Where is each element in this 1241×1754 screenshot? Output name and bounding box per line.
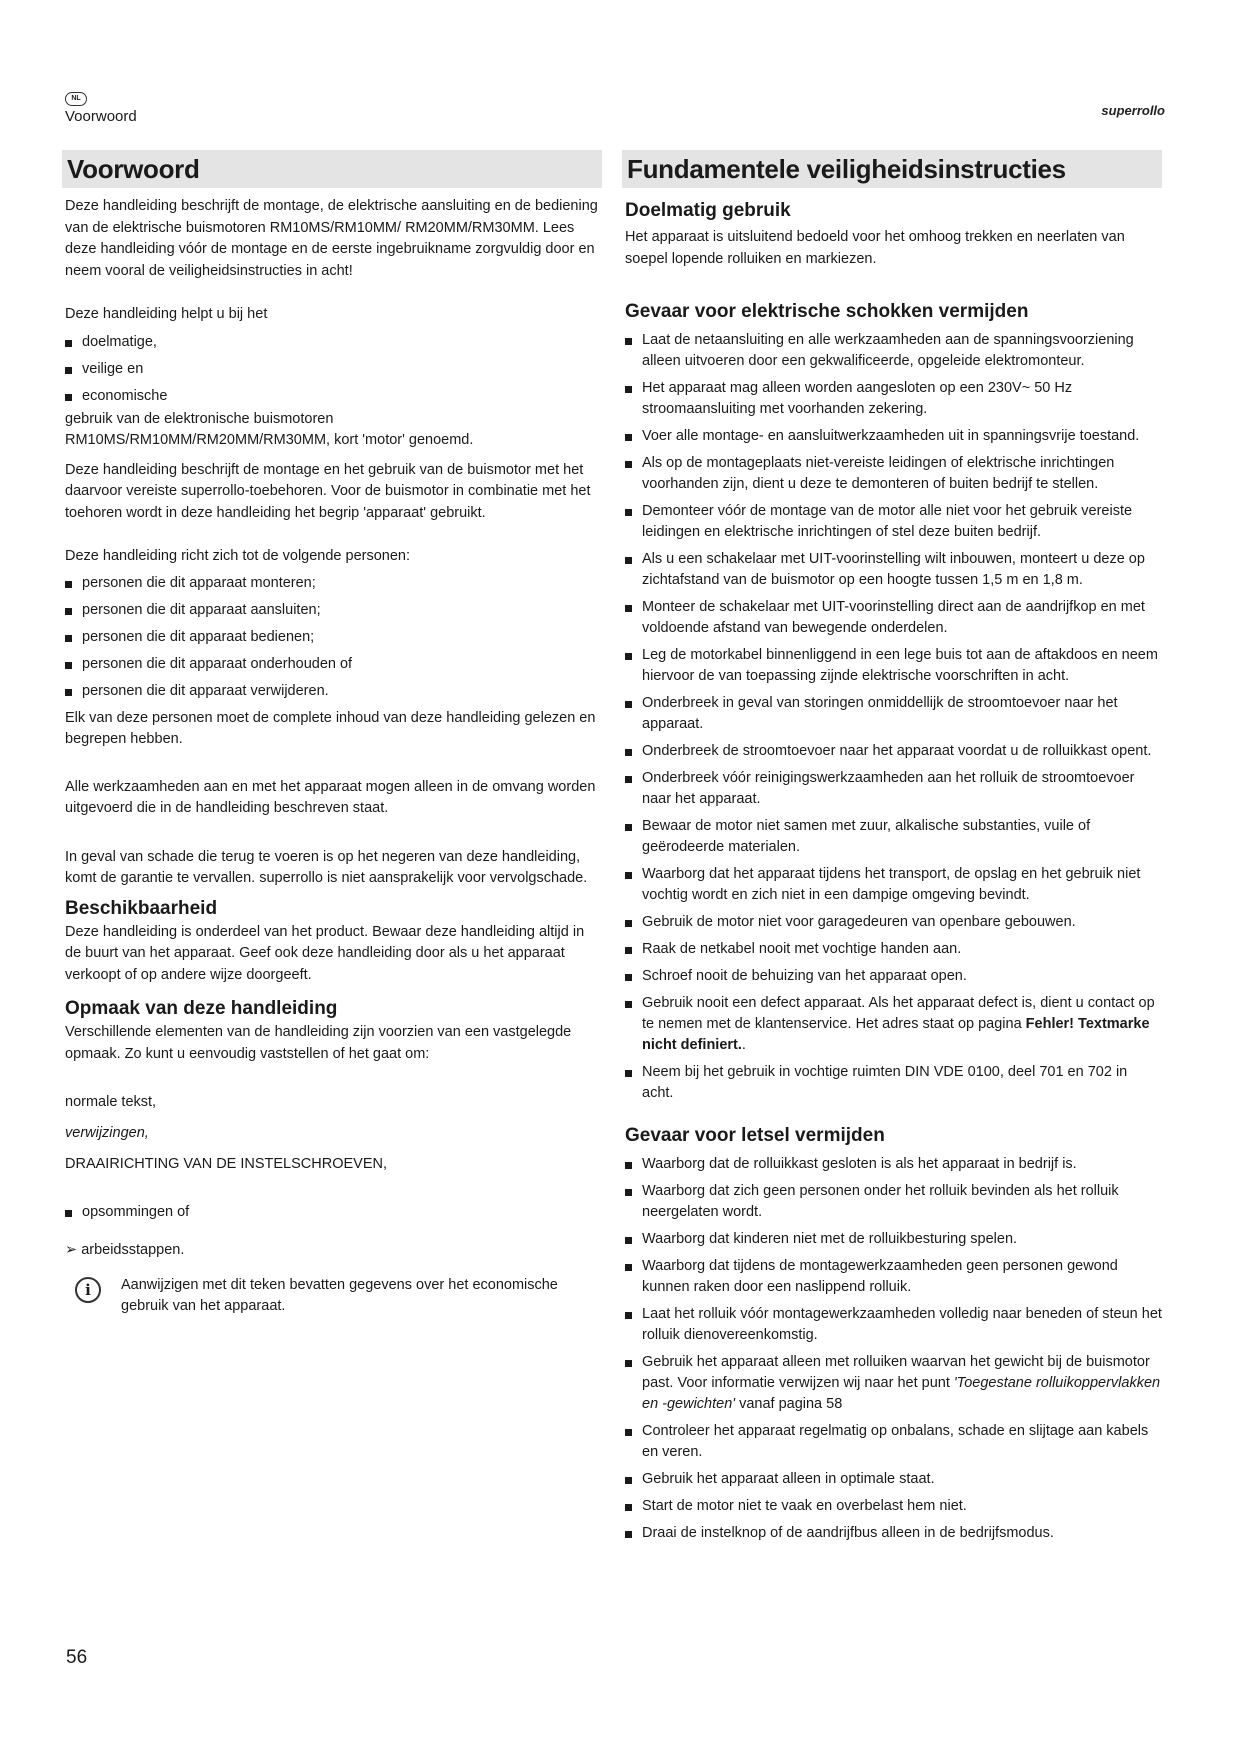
bullet-square-icon xyxy=(65,635,72,642)
example-normal-text: normale tekst, xyxy=(65,1094,157,1110)
bullet-square-icon xyxy=(65,394,72,401)
broken-reference: Fehler! Textmarke nicht definiert. xyxy=(642,1016,1150,1053)
list-item: Schroef nooit de behuizing van het apparaat open. xyxy=(625,966,1162,987)
list-item: personen die dit apparaat verwijderen. xyxy=(65,681,602,702)
list-item: Onderbreek in geval van storingen onmiddellijk de stroomtoevoer naar het apparaat. xyxy=(625,693,1162,735)
bullet-square-icon xyxy=(625,701,632,708)
bullet-square-icon xyxy=(625,461,632,468)
safety-title: Fundamentele veiligheidsinstructies xyxy=(622,150,1162,188)
arrow-bullet-icon: ➢ xyxy=(65,1241,78,1258)
bullet-square-icon xyxy=(65,662,72,669)
bullet-square-icon xyxy=(625,872,632,879)
list-item: Onderbreek de stroomtoevoer naar het apparaat voordat u de rolluikkast opent. xyxy=(625,741,1162,762)
list-item: Gebruik het apparaat alleen in optimale staat. xyxy=(625,1469,1162,1490)
bullet-square-icon xyxy=(65,581,72,588)
list-item: Waarborg dat zich geen personen onder het rolluik bevinden als het rolluik neergelaten wordt. xyxy=(625,1181,1162,1223)
bullet-square-icon xyxy=(65,1210,72,1217)
foreword-title: Voorwoord xyxy=(62,150,602,188)
example-caps: DRAAIRICHTING VAN DE INSTELSCHROEVEN, xyxy=(65,1156,388,1172)
bullet-square-icon xyxy=(625,338,632,345)
helps-list xyxy=(62,332,602,407)
bullet-square-icon xyxy=(625,1001,632,1008)
electric-shock-list xyxy=(622,330,1162,1104)
list-item: Bewaar de motor niet samen met zuur, alkalische substanties, vuile of geërodeerde materialen. xyxy=(625,816,1162,858)
example-reference: verwijzingen, xyxy=(65,1124,149,1141)
list-item: Draai de instelknop of de aandrijfbus alleen in de bedrijfsmodus. xyxy=(625,1523,1162,1544)
right-column xyxy=(622,150,1162,1550)
list-item: Waarborg dat tijdens de montagewerkzaamheden geen personen gewond kunnen raken door een naslippend rolluik. xyxy=(625,1256,1162,1298)
bullet-square-icon xyxy=(625,1237,632,1244)
list-item: Waarborg dat kinderen niet met de rolluikbesturing spelen. xyxy=(625,1229,1162,1250)
list-item: Demonteer vóór de montage van de motor alle niet voor het gebruik vereiste leidingen en elektrische inrichtingen of stel deze buiten bedrijf. xyxy=(625,501,1162,543)
list-item: Als u een schakelaar met UIT-voorinstelling wilt inbouwen, monteert u deze op zichtafstand van de buismotor op een hoogte tussen 1,5 m en 1,8 m. xyxy=(625,549,1162,591)
intended-use-heading: Doelmatig gebruik xyxy=(625,200,791,221)
audience-lead: Deze handleiding richt zich tot de volgende personen: xyxy=(65,548,411,564)
bullet-square-icon xyxy=(625,920,632,927)
bullet-square-icon xyxy=(625,557,632,564)
list-item: economische xyxy=(65,386,602,407)
audience-list xyxy=(62,573,602,702)
bullet-square-icon xyxy=(625,1429,632,1436)
list-item: Neem bij het gebruik in vochtige ruimten DIN VDE 0100, deel 701 en 702 in acht. xyxy=(625,1062,1162,1104)
intended-use-paragraph: Het apparaat is uitsluitend bedoeld voor het omhoog trekken en neerlaten van soepel lopende rolluiken en markiezen. xyxy=(625,229,1125,267)
list-item: personen die dit apparaat aansluiten; xyxy=(65,600,602,621)
bullet-square-icon xyxy=(625,1504,632,1511)
list-item: personen die dit apparaat onderhouden of xyxy=(65,654,602,675)
bullet-square-icon xyxy=(625,653,632,660)
info-icon: i xyxy=(75,1277,101,1303)
layout-paragraph: Verschillende elementen van de handleiding zijn voorzien van een vastgelegde opmaak. Zo kunt u eenvoudig vaststellen of het gaat om: xyxy=(65,1024,572,1062)
cross-reference: 'Toegestane rolluikoppervlakken en -gewichten' xyxy=(642,1375,1161,1412)
example-step xyxy=(62,1240,602,1261)
language-badge: NL xyxy=(65,92,87,106)
list-item: Als op de montageplaats niet-vereiste leidingen of elektrische inrichtingen voorhanden zijn, dient u deze te demonteren of buiten bedrijf te stellen. xyxy=(625,453,1162,495)
list-item: Onderbreek vóór reinigingswerkzaamheden aan het rolluik de stroomtoevoer naar het apparaat. xyxy=(625,768,1162,810)
left-column xyxy=(62,150,602,1317)
bullet-square-icon xyxy=(625,386,632,393)
bullet-square-icon xyxy=(625,1360,632,1367)
list-item: Raak de netkabel nooit met vochtige handen aan. xyxy=(625,939,1162,960)
electric-shock-heading: Gevaar voor elektrische schokken vermijden xyxy=(625,301,1029,322)
injury-heading: Gevaar voor letsel vermijden xyxy=(625,1125,885,1146)
list-item: Het apparaat mag alleen worden aangesloten op een 230V~ 50 Hz stroomaansluiting met voorhanden zekering. xyxy=(625,378,1162,420)
list-item: Waarborg dat het apparaat tijdens het transport, de opslag en het gebruik niet vochtig wordt en zich niet in een dampige omgeving bevindt. xyxy=(625,864,1162,906)
bullet-square-icon xyxy=(625,824,632,831)
bullet-square-icon xyxy=(65,340,72,347)
list-item: Gebruik het apparaat alleen met rolluiken waarvan het gewicht bij de buismotor past. Voor informatie verwijzen wij naar het punt 'Toegestane rolluikoppervlakken en -gewichten' vanaf pagina 58 xyxy=(625,1352,1162,1415)
list-item: Monteer de schakelaar met UIT-voorinstelling direct aan de aandrijfkop en met voldoende afstand van bewegende onderdelen. xyxy=(625,597,1162,639)
info-note xyxy=(62,1275,602,1317)
scope-paragraph: Alle werkzaamheden aan en met het apparaat mogen alleen in de omvang worden uitgevoerd die in de handleiding beschreven staat. xyxy=(65,778,596,816)
example-enumeration xyxy=(62,1202,602,1223)
bullet-square-icon xyxy=(625,605,632,612)
bullet-square-icon xyxy=(625,776,632,783)
example-step-label: arbeidsstappen. xyxy=(81,1241,185,1258)
bullet-square-icon xyxy=(625,1477,632,1484)
page-header xyxy=(65,87,1165,125)
bullet-square-icon xyxy=(625,947,632,954)
list-item: Start de motor niet te vaak en overbelast hem niet. xyxy=(625,1496,1162,1517)
list-item: Laat de netaansluiting en alle werkzaamheden aan de spanningsvoorziening alleen uitvoeren door een gekwalificeerde, opgeleide elektromonteur. xyxy=(625,330,1162,372)
bullet-square-icon xyxy=(65,367,72,374)
helps-tail: gebruik van de elektronische buismotoren RM10MS/RM10MM/RM20MM/RM30MM, kort 'motor' genoemd. xyxy=(65,410,474,448)
bullet-square-icon xyxy=(65,689,72,696)
list-item: Laat het rolluik vóór montagewerkzaamheden volledig naar beneden of steun het rolluik dienovereenkomstig. xyxy=(625,1304,1162,1346)
layout-heading: Opmaak van deze handleiding xyxy=(65,998,338,1019)
list-item: Gebruik de motor niet voor garagedeuren van openbare gebouwen. xyxy=(625,912,1162,933)
brand-logo: superrollo xyxy=(1101,103,1165,118)
list-item: personen die dit apparaat monteren; xyxy=(65,573,602,594)
list-item: veilige en xyxy=(65,359,602,380)
header-section-title: Voorwoord xyxy=(65,108,137,125)
helps-lead: Deze handleiding helpt u bij het xyxy=(65,306,268,322)
bullet-square-icon xyxy=(625,1070,632,1077)
bullet-square-icon xyxy=(625,749,632,756)
bullet-square-icon xyxy=(625,974,632,981)
bullet-square-icon xyxy=(625,1264,632,1271)
bullet-square-icon xyxy=(625,1312,632,1319)
bullet-square-icon xyxy=(625,434,632,441)
bullet-square-icon xyxy=(625,1162,632,1169)
must-read-paragraph: Elk van deze personen moet de complete inhoud van deze handleiding gelezen en begrepen hebben. xyxy=(65,709,596,747)
list-item: opsommingen of xyxy=(65,1202,602,1223)
list-item: doelmatige, xyxy=(65,332,602,353)
info-note-text: Aanwijzigen met dit teken bevatten gegevens over het economische gebruik van het apparaat. xyxy=(121,1276,558,1314)
bullet-square-icon xyxy=(65,608,72,615)
bullet-square-icon xyxy=(625,1189,632,1196)
list-item: personen die dit apparaat bedienen; xyxy=(65,627,602,648)
page-number: 56 xyxy=(66,1647,88,1668)
list-item: Voer alle montage- en aansluitwerkzaamheden uit in spanningsvrije toestand. xyxy=(625,426,1162,447)
bullet-square-icon xyxy=(625,1531,632,1538)
list-item: Leg de motorkabel binnenliggend in een lege buis tot aan de aftakdoos en neem hiervoor de van toepassing zijnde elektrische voorschriften in acht. xyxy=(625,645,1162,687)
injury-list xyxy=(622,1154,1162,1544)
describes-paragraph: Deze handleiding beschrijft de montage en het gebruik van de buismotor met het daarvoor vereiste superrollo-toebehoren. Voor de buismotor in combinatie met het toehoren wordt in deze handleiding het begrip 'apparaat' gebruikt. xyxy=(65,461,591,521)
warranty-paragraph: In geval van schade die terug te voeren is op het negeren van deze handleiding, komt de garantie te vervallen. superrollo is niet aansprakelijk voor vervolgschade. xyxy=(65,848,588,886)
availability-paragraph: Deze handleiding is onderdeel van het product. Bewaar deze handleiding altijd in de buurt van het apparaat. Geef ook deze handleiding door als u het apparaat verkoopt of op andere wijze doorgeeft. xyxy=(65,923,585,983)
availability-heading: Beschikbaarheid xyxy=(65,897,218,919)
list-item: Waarborg dat de rolluikkast gesloten is als het apparaat in bedrijf is. xyxy=(625,1154,1162,1175)
list-item: Gebruik nooit een defect apparaat. Als het apparaat defect is, dient u contact op te nemen met de klantenservice. Het adres staat op pagina Fehler! Textmarke nicht definiert.. xyxy=(625,993,1162,1056)
intro-paragraph: Deze handleiding beschrijft de montage, de elektrische aansluiting en de bediening van de elektrische buismotoren RM10MS/RM10MM/ RM20MM/RM30MM. Lees deze handleiding vóór de montage en de eerste ingebruikname zorgvuldig door en neem vooral de veiligheidsinstructies in acht! xyxy=(65,198,598,279)
list-item: Controleer het apparaat regelmatig op onbalans, schade en slijtage aan kabels en veren. xyxy=(625,1421,1162,1463)
bullet-square-icon xyxy=(625,509,632,516)
